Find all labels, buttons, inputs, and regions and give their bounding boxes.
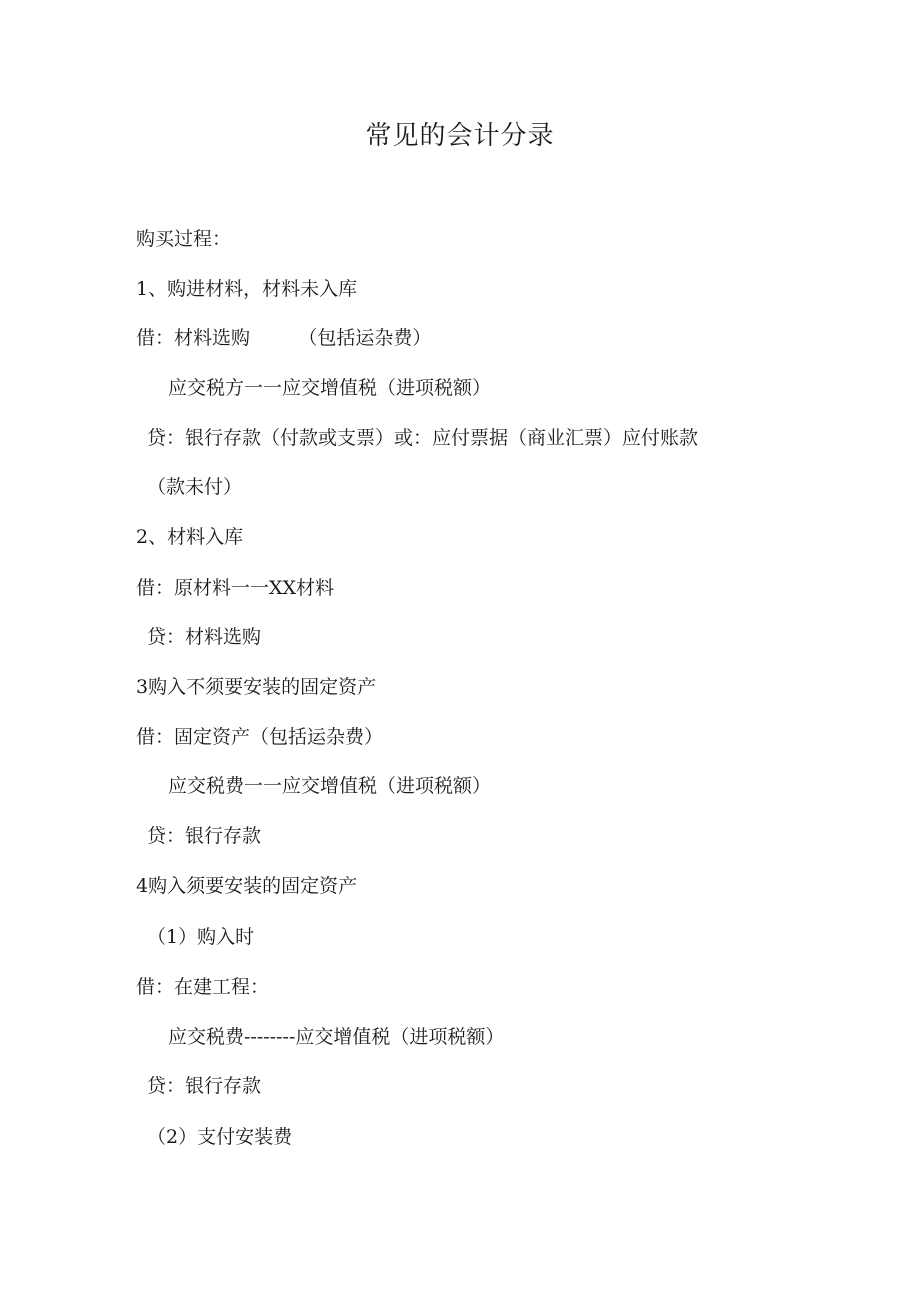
entry-heading-1: 1、购进材料，材料未入库 bbox=[136, 278, 358, 300]
entry-heading-2: 2、材料入库 bbox=[136, 526, 244, 548]
section-heading-purchase: 购买过程： bbox=[136, 228, 232, 250]
debit-line: 借：在建工程： bbox=[136, 976, 270, 998]
step-heading-1: （1）购入时 bbox=[147, 926, 255, 948]
debit-line: 借：固定资产（包括运杂费） bbox=[136, 726, 384, 748]
entry-heading-3: 3购入不须要安装的固定资产 bbox=[136, 676, 377, 698]
credit-line-continued: （款未付） bbox=[147, 476, 243, 498]
credit-line: 贷：银行存款 bbox=[147, 1075, 262, 1097]
entry-heading-4: 4购入须要安装的固定资产 bbox=[136, 875, 358, 897]
document-title: 常见的会计分录 bbox=[365, 121, 555, 151]
debit-line: 借：原材料一一XX材料 bbox=[136, 577, 335, 599]
credit-line: 贷：银行存款（付款或支票）或：应付票据（商业汇票）应付账款 bbox=[147, 427, 699, 449]
step-heading-2: （2）支付安装费 bbox=[147, 1126, 293, 1148]
sub-account-line: 应交税费一一应交增值税（进项税额） bbox=[168, 775, 492, 797]
sub-account-line: 应交税方一一应交增值税（进项税额） bbox=[168, 377, 492, 399]
debit-line: 借：材料选购 （包括运杂费） bbox=[136, 327, 432, 349]
sub-account-line: 应交税费--------应交增值税（进项税额） bbox=[168, 1026, 505, 1048]
credit-line: 贷：银行存款 bbox=[147, 825, 262, 847]
credit-line: 贷：材料选购 bbox=[147, 626, 262, 648]
